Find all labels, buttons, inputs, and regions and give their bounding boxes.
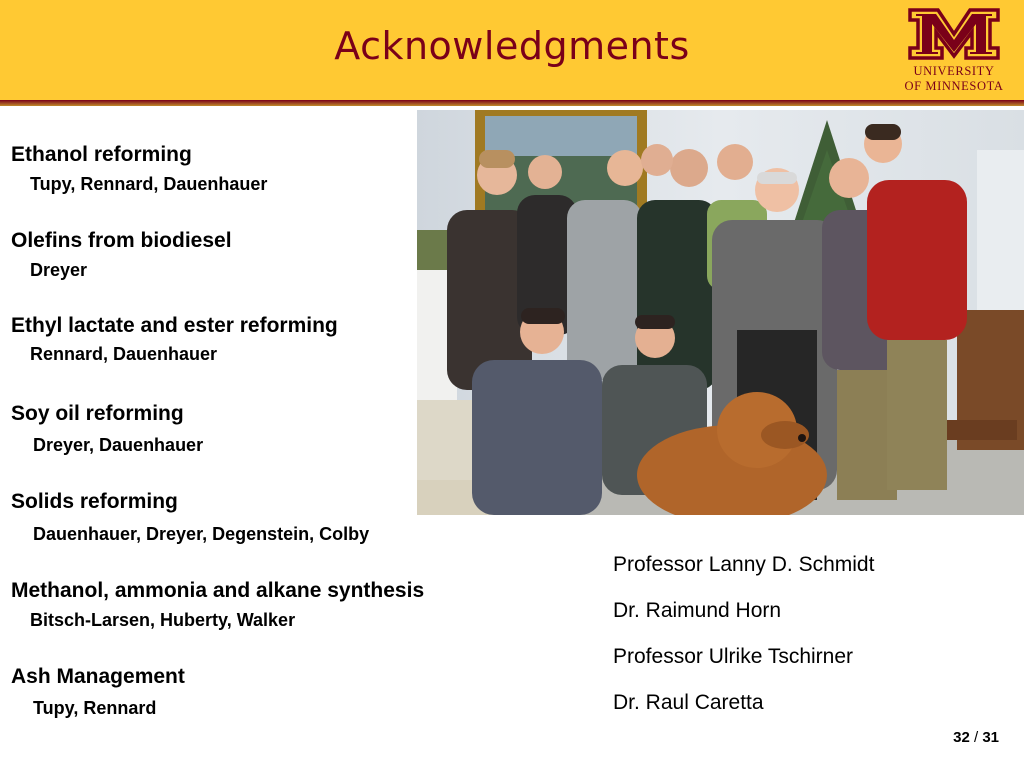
credit-line: Professor Ulrike Tschirner: [613, 645, 854, 668]
project-topic: Ethyl lactate and ester reforming: [11, 314, 338, 337]
credit-line: Dr. Raimund Horn: [613, 599, 782, 622]
project-topic: Ash Management: [11, 665, 185, 688]
group-photo: [417, 110, 1024, 515]
block-m-icon: [908, 6, 1000, 62]
credit-line: Professor Lanny D. Schmidt: [613, 553, 875, 576]
credit-line: Dr. Raul Caretta: [613, 691, 764, 714]
project-names: Bitsch-Larsen, Huberty, Walker: [30, 610, 296, 630]
university-logo: [900, 6, 1008, 98]
project-topic: Olefins from biodiesel: [11, 229, 232, 252]
header-divider: [0, 100, 1024, 106]
project-names: Tupy, Rennard: [33, 698, 157, 718]
group-photo-illustration: [417, 110, 1024, 515]
project-topic: Methanol, ammonia and alkane synthesis: [11, 579, 425, 602]
slide-title: Acknowledgments: [334, 24, 690, 68]
project-topic: Soy oil reforming: [11, 402, 184, 425]
project-names: Dreyer, Dauenhauer: [33, 435, 204, 455]
page-separator: /: [973, 729, 979, 746]
logo-line-university: UNIVERSITY: [913, 64, 995, 78]
project-names: Rennard, Dauenhauer: [30, 344, 218, 364]
project-topic: Solids reforming: [11, 490, 178, 513]
project-names: Dreyer: [30, 260, 88, 280]
page-current: 32: [953, 729, 970, 746]
project-names: Tupy, Rennard, Dauenhauer: [30, 174, 268, 194]
page-total: 31: [982, 729, 999, 746]
page-number: [953, 729, 999, 746]
project-names: Dauenhauer, Dreyer, Degenstein, Colby: [33, 524, 370, 544]
project-topic: Ethanol reforming: [11, 143, 192, 166]
logo-line-minnesota: OF MINNESOTA: [904, 79, 1004, 93]
